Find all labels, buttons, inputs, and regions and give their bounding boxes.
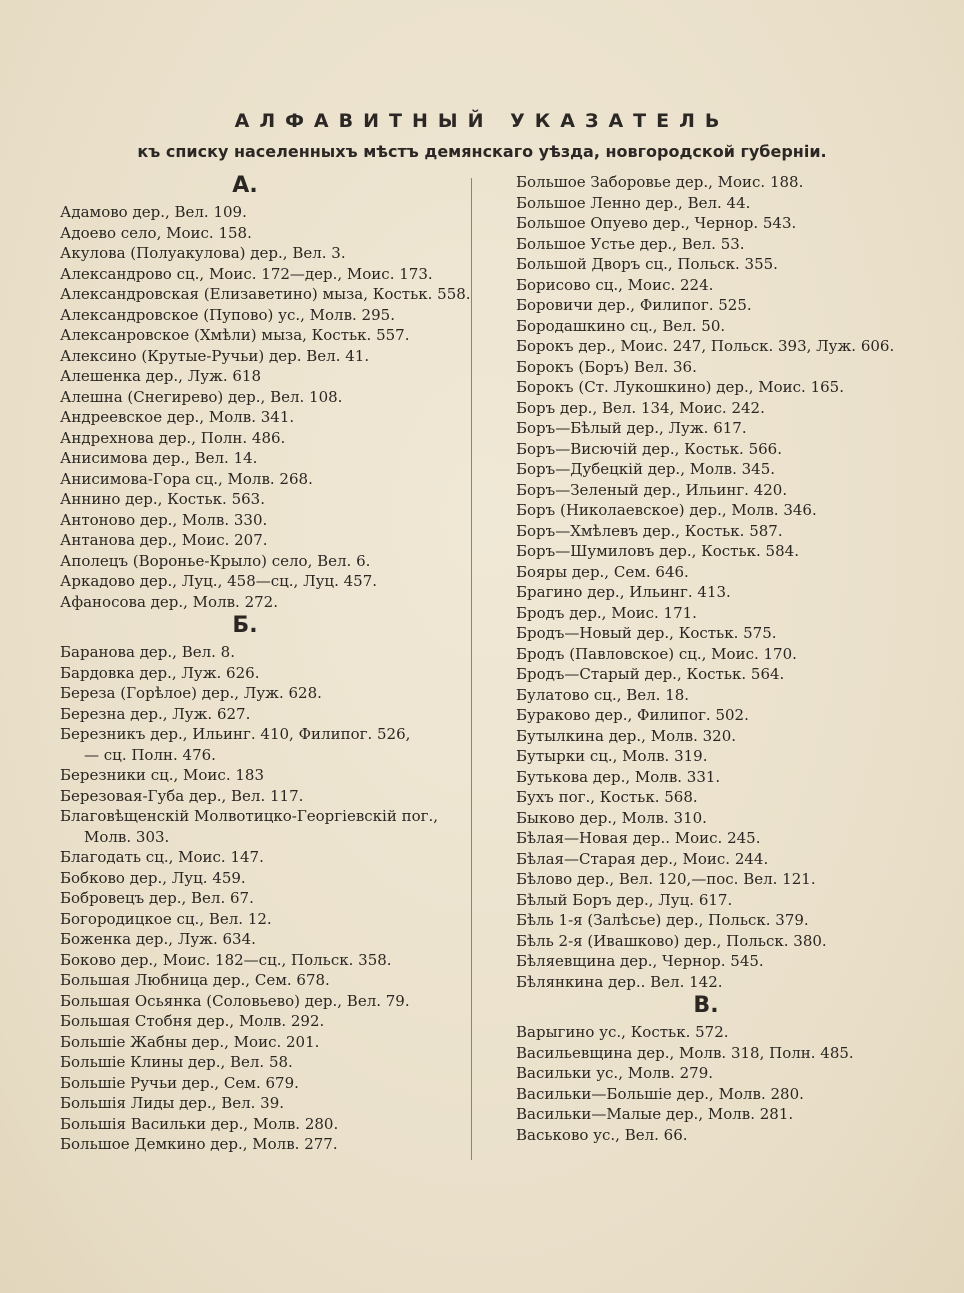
section-letter: Б. bbox=[232, 613, 258, 638]
index-entry: Бобровецъ дер., Вел. 67. bbox=[60, 889, 254, 907]
index-entry: Булатово сц., Вел. 18. bbox=[516, 685, 690, 704]
index-entry: Брагино дер., Ильинг. 413. bbox=[516, 583, 731, 601]
index-entry: Бутылкина дер., Молв. 320. bbox=[516, 726, 737, 745]
index-entry: Борокъ дер., Моис. 247, Польск. 393, Луж. 606. bbox=[516, 337, 895, 355]
index-entry: Алешенка дер., Луж. 618 bbox=[60, 367, 261, 385]
index-entry: Березна дер., Луж. 627. bbox=[60, 704, 251, 723]
index-entry: Антанова дер., Моис. 207. bbox=[60, 531, 268, 549]
index-entry: Береза (Горѣлое) дер., Луж. 628. bbox=[60, 684, 322, 702]
index-entry: Боръ—Зеленый дер., Ильинг. 420. bbox=[516, 480, 788, 499]
index-entry: Боръ—Висючій дер., Костьк. 566. bbox=[516, 439, 782, 458]
index-entry: Большія Васильки дер., Молв. 280. bbox=[60, 1114, 339, 1133]
index-entry: Бобково дер., Луц. 459. bbox=[60, 868, 246, 887]
index-entry: Александрово сц., Моис. 172—дер., Моис. 173. bbox=[60, 264, 433, 283]
index-entry: Алексино (Крутые-Ручьи) дер. Вел. 41. bbox=[60, 346, 370, 365]
index-entry: Алешна (Снегирево) дер., Вел. 108. bbox=[60, 387, 343, 406]
index-entry: Благовѣщенскій Молвотицко-Георгіевскій пог., bbox=[60, 807, 439, 825]
index-entry: Андреевское дер., Молв. 341. bbox=[60, 408, 295, 426]
index-entry: Большіе Ручьи дер., Сем. 679. bbox=[60, 1073, 299, 1092]
index-entry: Березникъ дер., Ильинг. 410, Филипог. 526, bbox=[60, 725, 411, 743]
index-entry: Бродъ дер., Моис. 171. bbox=[516, 603, 697, 622]
index-entry: Березовая-Губа дер., Вел. 117. bbox=[60, 786, 304, 805]
index-entry: Анисимова-Гора сц., Молв. 268. bbox=[60, 469, 313, 488]
index-entry: Васильки—Большіе дер., Молв. 280. bbox=[516, 1084, 804, 1103]
index-entry: Бродъ—Старый дер., Костьк. 564. bbox=[516, 665, 785, 683]
index-entry: Анисимова дер., Вел. 14. bbox=[60, 449, 258, 467]
index-entry: Бутькова дер., Молв. 331. bbox=[516, 767, 721, 786]
index-entry: Большое Опуево дер., Чернор. 543. bbox=[516, 214, 797, 232]
index-entry: Молв. 303. bbox=[84, 827, 170, 846]
index-entry: Бояры дер., Сем. 646. bbox=[516, 562, 689, 581]
index-entry: Большое Ленно дер., Вел. 44. bbox=[516, 193, 751, 212]
index-entry: Бѣлый Боръ дер., Луц. 617. bbox=[516, 890, 733, 909]
index-entry: Боръ—Дубецкій дер., Молв. 345. bbox=[516, 460, 776, 478]
index-entry: Большіе Жабны дер., Моис. 201. bbox=[60, 1032, 320, 1051]
left-column bbox=[60, 172, 471, 1155]
index-entry: Благодать сц., Моис. 147. bbox=[60, 848, 264, 866]
index-entry: Антоново дер., Молв. 330. bbox=[60, 510, 268, 529]
column-divider bbox=[471, 178, 472, 1160]
index-entry: Баранова дер., Вел. 8. bbox=[60, 643, 235, 661]
index-entry: Аполецъ (Воронье-Крыло) село, Вел. 6. bbox=[60, 551, 371, 570]
index-entry: Боженка дер., Луж. 634. bbox=[60, 930, 256, 948]
index-entry: Богородицкое сц., Вел. 12. bbox=[60, 909, 272, 928]
page-subtitle: къ списку населенныхъ мѣстъ демянскаго уѣзда, новгородской губерніи. bbox=[137, 142, 827, 161]
index-entry: Борисово сц., Моис. 224. bbox=[516, 275, 714, 294]
index-entry: Васильевщина дер., Молв. 318, Полн. 485. bbox=[516, 1043, 854, 1062]
index-entry: Боръ дер., Вел. 134, Моис. 242. bbox=[516, 398, 765, 417]
index-entry: Большой Дворъ сц., Польск. 355. bbox=[516, 255, 778, 273]
index-entry: Большая Любница дер., Сем. 678. bbox=[60, 971, 330, 989]
index-entry: Александровское (Пупово) ус., Молв. 295. bbox=[60, 305, 395, 324]
index-entry: Борокъ (Ст. Лукошкино) дер., Моис. 165. bbox=[516, 378, 844, 396]
index-entry: Березники сц., Моис. 183 bbox=[60, 766, 265, 784]
index-entry: Борокъ (Боръ) Вел. 36. bbox=[516, 357, 697, 376]
index-entry: Бѣлая—Старая дер., Моис. 244. bbox=[516, 849, 769, 868]
index-entry: Боровичи дер., Филипог. 525. bbox=[516, 296, 752, 314]
index-entry: Большая Стобня дер., Молв. 292. bbox=[60, 1012, 325, 1030]
index-entry: Бураково дер., Филипог. 502. bbox=[516, 706, 749, 724]
index-entry: Аннино дер., Костьк. 563. bbox=[60, 490, 265, 508]
index-entry: Боръ—Бѣлый дер., Луж. 617. bbox=[516, 419, 747, 437]
index-entry: Васьково ус., Вел. 66. bbox=[516, 1125, 688, 1144]
index-entry: Александровская (Елизаветино) мыза, Костьк. 558. bbox=[60, 285, 471, 303]
right-column bbox=[516, 172, 936, 1145]
index-entry: Адоево село, Моис. 158. bbox=[60, 223, 252, 242]
index-entry: Бѣлянкина дер.. Вел. 142. bbox=[516, 972, 723, 991]
page-title: АЛФАВИТНЫЙ УКАЗАТЕЛЬ bbox=[234, 110, 730, 132]
section-letter: В. bbox=[693, 993, 719, 1018]
index-entry: Бродъ—Новый дер., Костьк. 575. bbox=[516, 624, 777, 642]
index-entry: Бѣляевщина дер., Чернор. 545. bbox=[516, 952, 764, 970]
index-entry: Васильки ус., Молв. 279. bbox=[516, 1064, 714, 1082]
index-entry: Бѣль 2-я (Ивашково) дер., Польск. 380. bbox=[516, 931, 827, 950]
index-entry: Бѣлово дер., Вел. 120,—пос. Вел. 121. bbox=[516, 870, 816, 888]
index-entry: Боръ (Николаевское) дер., Молв. 346. bbox=[516, 501, 817, 519]
section-letter: А. bbox=[232, 173, 258, 198]
index-entry: Большое Демкино дер., Молв. 277. bbox=[60, 1135, 338, 1153]
index-entry: Большое Устье дер., Вел. 53. bbox=[516, 234, 745, 253]
index-entry: Большія Лиды дер., Вел. 39. bbox=[60, 1094, 285, 1112]
index-entry: Боръ—Шумиловъ дер., Костьк. 584. bbox=[516, 542, 799, 560]
index-entry: Бѣль 1-я (Залѣсье) дер., Польск. 379. bbox=[516, 911, 809, 929]
index-entry: Андрехнова дер., Полн. 486. bbox=[60, 428, 286, 447]
index-entry: Быково дер., Молв. 310. bbox=[516, 808, 707, 827]
index-entry: Большая Осьянка (Соловьево) дер., Вел. 79. bbox=[60, 991, 410, 1010]
index-entry: Бутырки сц., Молв. 319. bbox=[516, 747, 708, 765]
index-entry: Акулова (Полуакулова) дер., Вел. 3. bbox=[60, 244, 346, 262]
index-entry: Бѣлая—Новая дер.. Моис. 245. bbox=[516, 829, 761, 847]
index-entry: Бородашкино сц., Вел. 50. bbox=[516, 316, 726, 335]
index-entry: Бродъ (Павловское) сц., Моис. 170. bbox=[516, 644, 797, 663]
index-entry: Бухъ пог., Костьк. 568. bbox=[516, 788, 698, 806]
index-entry: Васильки—Малые дер., Молв. 281. bbox=[516, 1105, 794, 1123]
index-entry: Адамово дер., Вел. 109. bbox=[60, 203, 247, 221]
index-entry: Афаносова дер., Молв. 272. bbox=[60, 592, 278, 611]
index-entry: Аркадово дер., Луц., 458—сц., Луц. 457. bbox=[60, 572, 378, 590]
index-entry: Большое Заборовье дер., Моис. 188. bbox=[516, 173, 804, 191]
index-entry: Боково дер., Моис. 182—сц., Польск. 358. bbox=[60, 950, 392, 969]
index-entry: Варыгино ус., Костьк. 572. bbox=[516, 1023, 729, 1041]
index-entry: Бардовка дер., Луж. 626. bbox=[60, 663, 260, 682]
index-entry: — сц. Полн. 476. bbox=[84, 745, 216, 764]
index-entry: Большіе Клины дер., Вел. 58. bbox=[60, 1053, 293, 1071]
index-entry: Алексанровское (Хмѣли) мыза, Костьк. 557. bbox=[60, 326, 410, 344]
index-entry: Боръ—Хмѣлевъ дер., Костьк. 587. bbox=[516, 521, 783, 540]
